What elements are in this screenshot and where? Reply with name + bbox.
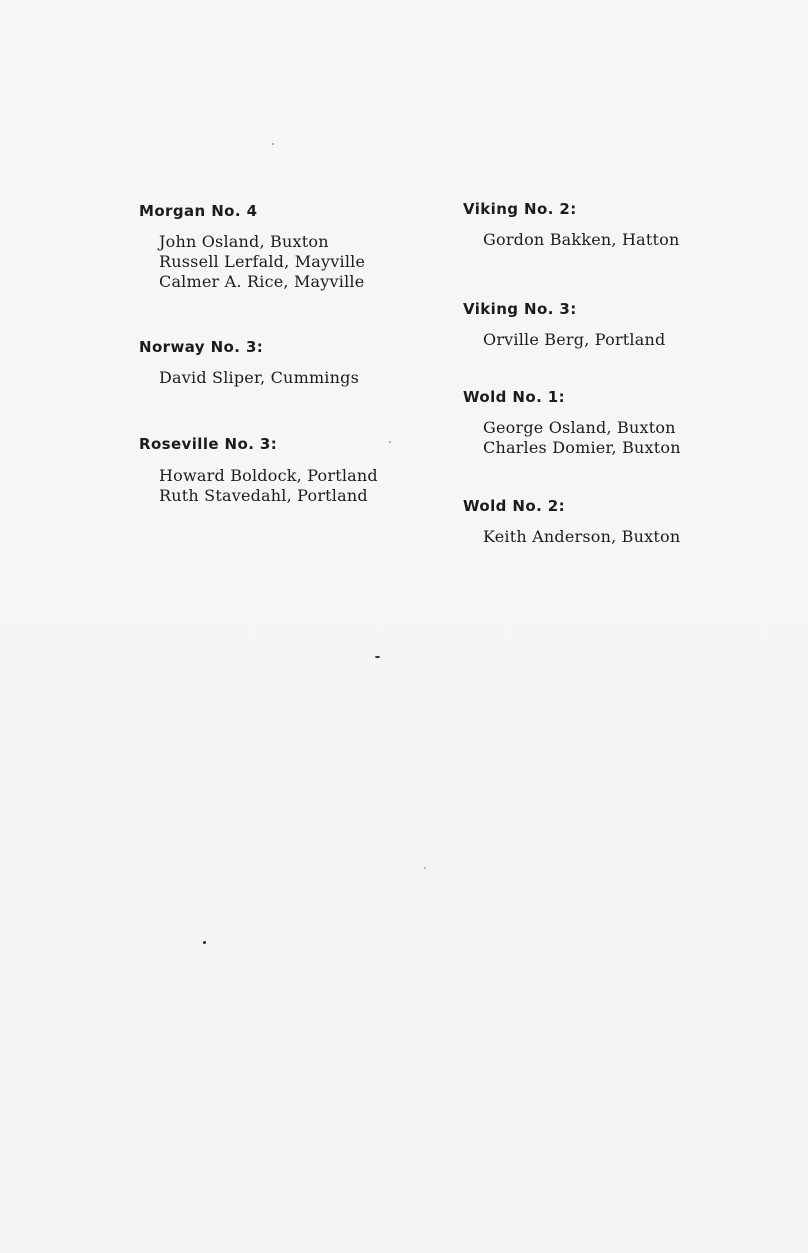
paper-speck [424,867,426,869]
name-entry: George Osland, Buxton [483,418,676,437]
district-section [463,198,679,250]
paper-speck [203,941,206,944]
district-section [463,386,681,458]
district-heading: Wold No. 2: [463,497,566,515]
name-list [463,230,679,250]
name-list [139,368,359,388]
name-entry: Ruth Stavedahl, Portland [159,486,368,505]
district-section [139,336,359,388]
name-list [463,418,681,458]
name-entry: John Osland, Buxton [159,232,329,251]
district-heading: Wold No. 1: [463,388,566,406]
name-entry: Calmer A. Rice, Mayville [159,272,365,291]
district-section [139,433,378,506]
name-list [463,527,680,547]
name-list [463,330,665,350]
district-heading: Morgan No. 4 [139,202,258,220]
paper-speck [389,441,391,443]
name-entry: Charles Domier, Buxton [483,438,681,457]
name-list [139,466,378,506]
name-entry: Gordon Bakken, Hatton [483,230,680,249]
paper-speck [375,656,380,658]
name-entry: Howard Boldock, Portland [159,466,378,485]
district-heading: Viking No. 2: [463,200,577,218]
name-entry: Keith Anderson, Buxton [483,527,681,546]
district-section [463,298,665,350]
district-section [463,495,680,547]
name-entry: Orville Berg, Portland [483,330,666,349]
name-list [139,232,365,292]
district-heading: Roseville No. 3: [139,435,278,453]
name-entry: Russell Lerfald, Mayville [159,252,366,271]
district-heading: Norway No. 3: [139,338,264,356]
district-section [139,200,365,292]
district-heading: Viking No. 3: [463,300,577,318]
name-entry: David Sliper, Cummings [159,368,359,387]
paper-speck [272,143,274,145]
